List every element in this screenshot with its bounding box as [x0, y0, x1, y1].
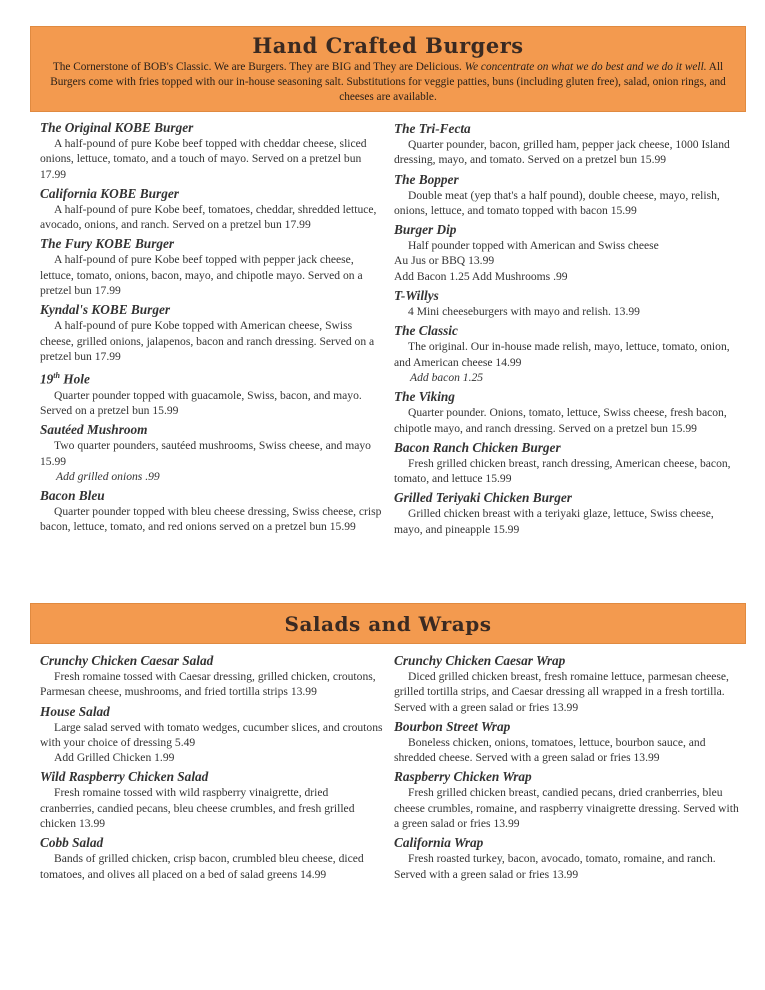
item-description: Diced grilled chicken breast, fresh romaine lettuce, parmesan cheese, grilled tortilla strips, and Caesar dressing all wrapped in a fresh tortilla. Served with a green salad or fries 13.99 — [394, 670, 729, 714]
menu-item — [394, 439, 739, 487]
menu-item — [394, 834, 739, 882]
menu-item — [394, 768, 739, 831]
item-name: The Fury KOBE Burger — [40, 236, 175, 252]
menu-item — [394, 221, 739, 284]
burgers-intro: The Cornerstone of BOB's Classic. We are Burgers. They are BIG and They are Delicious. We concentrate on what we do best and we do it well. All Burgers come with fries topped with our in-house seasoning salt. Substitutions for veggie patties, buns (including gluten free), salad, onion rings, and cheeses are available. — [50, 61, 726, 103]
item-description: Boneless chicken, onions, tomatoes, lettuce, bourbon sauce, and shredded cheese. Served with a green salad or fries 13.99 — [394, 735, 706, 765]
item-description: A half-pound of pure Kobe beef, tomatoes, cheddar, shredded lettuce, avocado, onions, and ranch. Served on a pretzel bun 17.99 — [40, 202, 377, 232]
item-name: Grilled Teriyaki Chicken Burger — [394, 490, 572, 506]
menu-item — [40, 768, 385, 831]
item-description: Quarter pounder topped with bleu cheese dressing, Swiss cheese, crisp bacon, lettuce, tomato, and red onions served on a pretzel bun 15.99 — [40, 505, 382, 534]
menu-item — [40, 301, 385, 364]
item-name: The Tri-Fecta — [394, 121, 471, 136]
item-name: Cobb Salad — [40, 835, 104, 851]
item-option: Au Jus or BBQ 13.99 — [394, 254, 495, 268]
item-name: The Bopper — [394, 171, 459, 187]
item-addon: Add grilled onions .99 — [56, 469, 160, 483]
menu-item — [40, 487, 385, 535]
item-addon: Add Grilled Chicken 1.99 — [54, 751, 175, 765]
item-description: Fresh roasted turkey, bacon, avocado, tomato, romaine, and ranch. Served with a green salad or fries 13.99 — [394, 852, 716, 881]
item-name: Wild Raspberry Chicken Salad — [40, 769, 209, 785]
item-description: A half-pound of pure Kobe topped with American cheese, Swiss cheese, grilled onions, jalapenos, bacon and ranch dressing. Served on a pretzel bun 17.99 — [40, 319, 375, 363]
item-description: Quarter pounder topped with guacamole, Swiss, bacon, and mayo. Served on a pretzel bun 15.99 — [40, 388, 362, 417]
menu-item — [40, 235, 385, 298]
item-name: T-Willys — [394, 288, 439, 304]
item-description: The original. Our in-house made relish, mayo, lettuce, tomato, onion, and American cheese 14.99 — [394, 340, 730, 369]
item-name: Bacon Bleu — [40, 488, 105, 504]
item-name: Bacon Ranch Chicken Burger — [394, 439, 561, 455]
menu-item — [40, 652, 385, 700]
item-description: 4 Mini cheeseburgers with mayo and relish. 13.99 — [408, 305, 640, 319]
item-description: A half-pound of pure Kobe beef topped with pepper jack cheese, lettuce, tomato, onions, bacon, mayo, and chipotle mayo. Served on a pretzel bun 17.99 — [40, 253, 363, 298]
burgers-left-column — [40, 119, 385, 538]
item-description: Fresh grilled chicken breast, ranch dressing, American cheese, bacon, tomato, and lettuce 15.99 — [394, 456, 731, 486]
item-description: Half pounder topped with American and Swiss cheese — [408, 239, 659, 253]
menu-item — [394, 171, 739, 219]
menu-item — [394, 120, 739, 168]
menu-item — [40, 421, 385, 484]
item-description: Fresh romaine tossed with wild raspberry vinaigrette, dried cranberries, candied pecans, bleu cheese crumbles, and fresh grilled chicken 13.99 — [40, 786, 355, 831]
item-name: California KOBE Burger — [40, 185, 179, 201]
item-name: Crunchy Chicken Caesar Salad — [40, 653, 214, 668]
item-description: Fresh romaine tossed with Caesar dressing, grilled chicken, croutons, Parmesan cheese, mushrooms, and fried tortilla strips 13.99 — [40, 670, 376, 699]
item-description: Quarter pounder, bacon, grilled ham, pepper jack cheese, 1000 Island dressing, mayo, and tomato. Served on a pretzel bun 15.99 — [394, 138, 730, 167]
burgers-right-column — [394, 120, 739, 540]
item-description: A half-pound of pure Kobe beef topped with cheddar cheese, sliced onions, lettuce, tomato, and a touch of mayo. Served on a pretzel bun 17.99 — [40, 137, 367, 181]
menu-item — [394, 652, 739, 715]
salads-left-column — [40, 652, 385, 885]
menu-item — [40, 834, 385, 882]
item-description: Two quarter pounders, sautéed mushrooms, Swiss cheese, and mayo 15.99 — [40, 439, 371, 468]
item-description: Bands of grilled chicken, crisp bacon, crumbled bleu cheese, diced tomatoes, and olives all placed on a bed of salad greens 14.99 — [40, 852, 364, 881]
item-name: Burger Dip — [394, 222, 457, 238]
item-name: Kyndal's KOBE Burger — [40, 302, 171, 318]
item-description: Fresh grilled chicken breast, candied pecans, dried cranberries, bleu cheese crumbles, romaine, and raspberry vinaigrette dressing. Served with a green salad or fries 13.99 — [394, 786, 739, 831]
salads-right-column — [394, 652, 739, 885]
menu-item — [394, 287, 739, 319]
item-name: Sautéed Mushroom — [40, 422, 148, 438]
menu-item — [394, 322, 739, 385]
item-name: Raspberry Chicken Wrap — [394, 769, 532, 785]
item-name: The Original KOBE Burger — [40, 120, 194, 135]
item-name: The Classic — [394, 323, 458, 339]
menu-item — [40, 119, 385, 182]
item-name: The Viking — [394, 389, 455, 405]
item-description: Grilled chicken breast with a teriyaki glaze, lettuce, Swiss cheese, mayo, and pineapple 15.99 — [394, 507, 714, 536]
menu-item — [394, 489, 739, 537]
item-name: Crunchy Chicken Caesar Wrap — [394, 653, 566, 668]
menu-item — [40, 185, 385, 233]
item-description: Large salad served with tomato wedges, cucumber slices, and croutons with your choice of dressing 5.49 — [40, 720, 383, 749]
item-addon: Add Bacon 1.25 Add Mushrooms .99 — [394, 269, 568, 283]
item-name: Bourbon Street Wrap — [394, 718, 511, 734]
item-name: California Wrap — [394, 835, 484, 851]
item-name: 19th Hole — [40, 371, 90, 387]
item-description: Quarter pounder. Onions, tomato, lettuce, Swiss cheese, fresh bacon, chipotle mayo, and ranch dressing. Served on a pretzel bun 15.99 — [394, 406, 727, 435]
burgers-header — [30, 26, 746, 112]
item-addon: Add bacon 1.25 — [410, 370, 484, 384]
burgers-title: Hand Crafted Burgers — [252, 33, 524, 58]
salads-header — [30, 603, 746, 644]
menu-item — [40, 367, 385, 418]
item-description: Double meat (yep that's a half pound), double cheese, mayo, relish, onions, lettuce, and tomato topped with bacon 15.99 — [394, 188, 720, 217]
item-name: House Salad — [40, 703, 110, 719]
menu-item — [40, 703, 385, 766]
menu-item — [394, 388, 739, 436]
menu-item — [394, 718, 739, 766]
salads-title: Salads and Wraps — [284, 612, 492, 636]
